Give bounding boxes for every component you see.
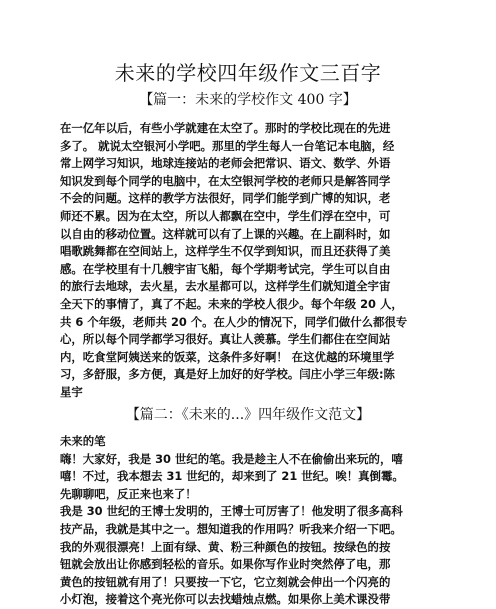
section-2-body (60, 433, 440, 609)
text-line: 唱歌跳舞都在空间站上，这样学生不仅学到知识，而且还获得了美 (60, 244, 391, 259)
text-line: 星宇 (60, 384, 83, 399)
text-line: 不会的问题。这样的教学方法很好，同学们能学到广博的知识，老 (60, 191, 391, 206)
section-1-body (60, 120, 440, 402)
text-line: 黄色的按钮就有用了！只要按一下它，它立刻就会伸出一个闪亮的 (60, 574, 391, 589)
text-line: 在一亿年以后，有些小学就建在太空了。那时的学校比现在的先进 (60, 121, 391, 135)
text-line: 我是 30 世纪的王博士发明的，王博士可厉害了！他发明了很多高科 (60, 504, 403, 519)
text-line: 知识发到每个同学的电脑中，在太空银河学校的老师只是解答同学 (60, 173, 391, 188)
text-line: 的旅行去地球，去火星，去水星都可以，这样学生们就知道全宇宙 (60, 279, 391, 294)
text-line: 内，吃食堂阿姨送来的饭菜，这条件多好啊！ 在这优越的环境里学 (60, 349, 395, 364)
text-line: 未来的笔 (60, 434, 106, 448)
text-line: 嗨！大家好，我是 30 世纪的笔。我是趁主人不在偷偷出来玩的，嘻 (60, 451, 403, 466)
section-2-heading: 【篇二：《未来的...》四年级作文范文】 (125, 407, 371, 423)
text-line: 师还不累。因为在太空，所以人都飘在空中，学生们浮在空中，可 (60, 208, 391, 223)
text-line: 技产品，我就是其中之一。想知道我的作用吗？听我来介绍一下吧。 (60, 521, 402, 536)
document-title: 未来的学校四年级作文三百字 (114, 61, 382, 85)
text-line: 嘻！不过，我本想去 31 世纪的，却来到了 21 世纪。唉！真倒霉。 (60, 469, 404, 484)
text-line: 钮就会放出让你感到轻松的音乐。如果你写作业时突然停了电，那 (60, 557, 391, 572)
text-line: 以自由的移动位置。这样就可以有了上课的兴趣。在上副科时，如 (60, 226, 391, 241)
text-line: 心，所以每个同学都学习很好。真让人羡慕。学生们都住在空间站 (60, 332, 391, 347)
section-1-heading: 【篇一：未来的学校作文 400 字】 (139, 92, 357, 108)
text-line: 先聊聊吧，反正来也来了！ (60, 486, 197, 501)
text-line: 常上网学习知识，地球连接站的老师会把常识、语文、数学、外语 (60, 156, 391, 171)
text-line: 全天下的事情了，真了不起。未来的学校人很少。每个年级 20 人， (60, 296, 403, 311)
text-line: 多了。 就说太空银河小学吧。那里的学生每人一台笔记本电脑，经 (60, 138, 395, 153)
text-line: 共 6 个年级，老师共 20 个。在人少的情况下，同学们做什么都很专 (60, 314, 408, 329)
text-line: 小灯泡，接着这个亮光你可以去找蜡烛点燃。如果你上美术课没带 (60, 592, 391, 607)
text-line: 感。在学校里有十几艘宇宙飞船，每个学期考试完，学生可以自由 (60, 261, 391, 276)
text-line: 习，多舒服，多方便，真是好上加好的好学校。闫庄小学三年级:陈 (60, 367, 395, 382)
text-line: 我的外观很漂亮！上面有绿、黄、粉三种颜色的按钮。按绿色的按 (60, 539, 391, 554)
